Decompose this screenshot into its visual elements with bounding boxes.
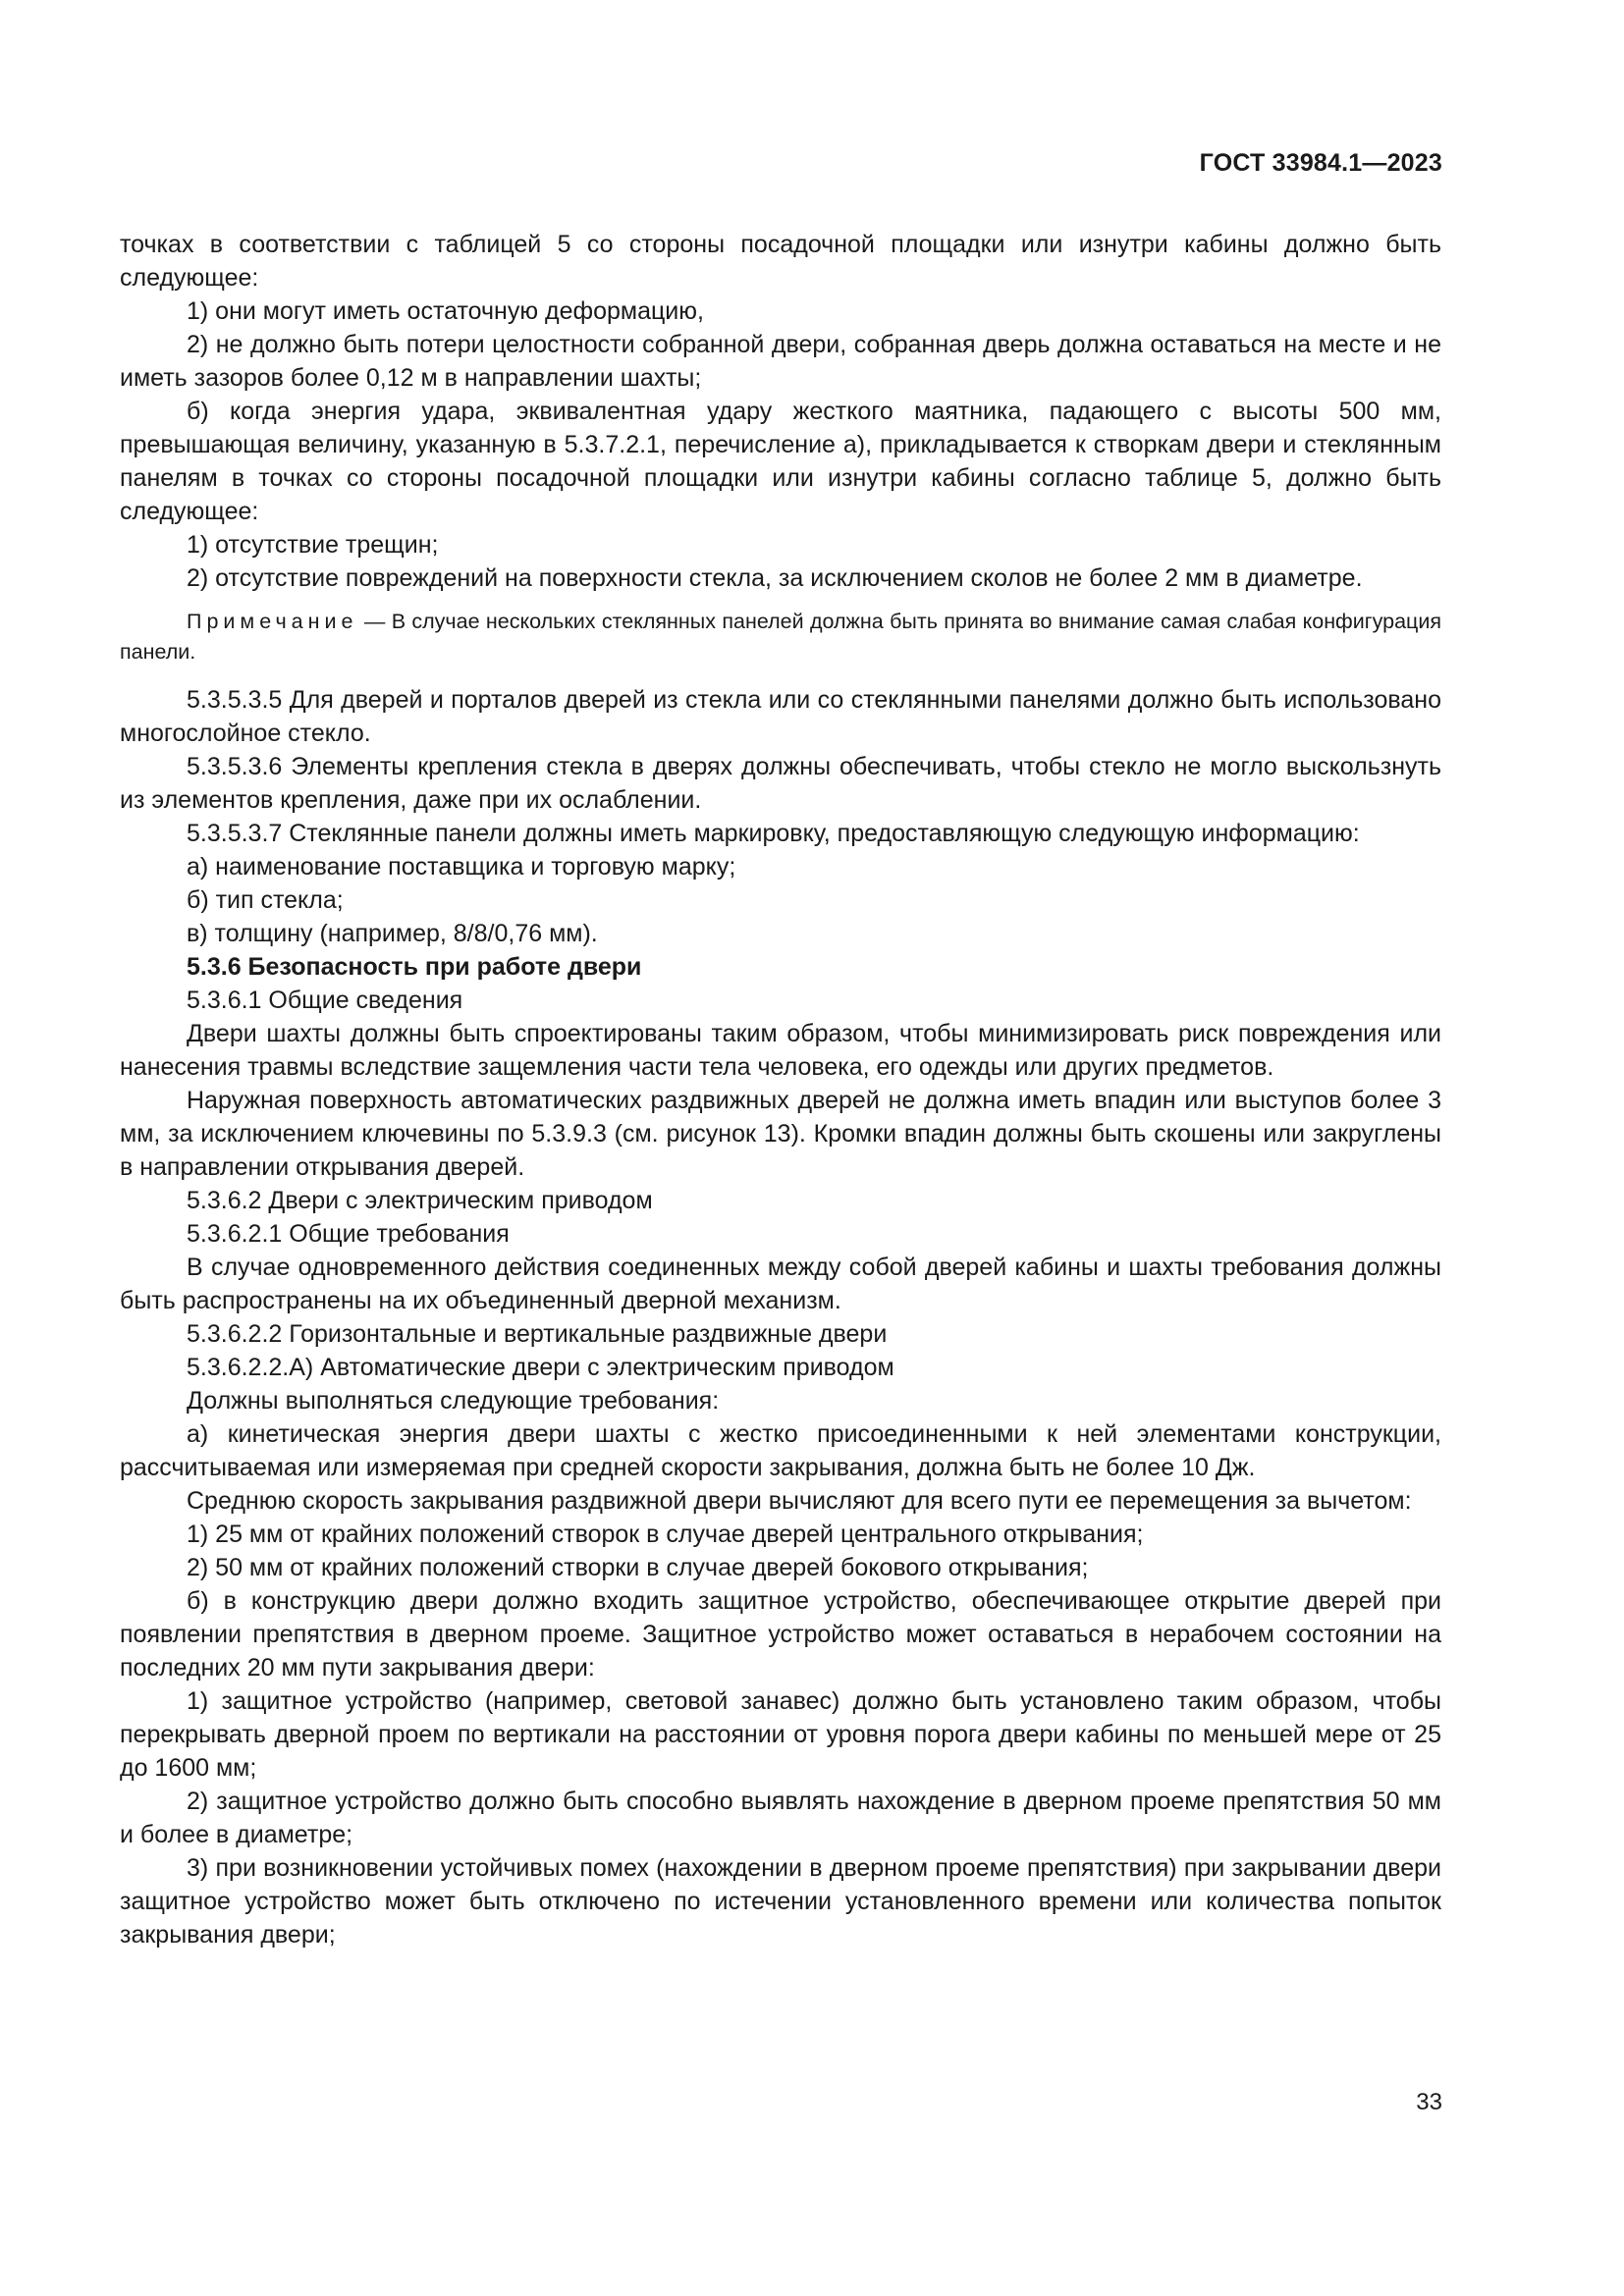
section-heading: 5.3.6 Безопасность при работе двери <box>187 953 642 981</box>
note-label: Примечание <box>187 610 358 633</box>
note-dash: — <box>357 610 392 633</box>
page-number: 33 <box>1416 2089 1442 2115</box>
note-text: В случае нескольких стеклянных панелей должна быть принята во внимание самая слабая конфигурация панели. <box>120 610 1441 664</box>
paragraph: В случае одновременного действия соединенных между собой дверей кабины и шахты требования должны быть распространены на их объединенный дверной механизм. <box>120 1254 1441 1314</box>
paragraph: точках в соответствии с таблицей 5 со стороны посадочной площадки или изнутри кабины должно быть следующее: <box>120 231 1441 292</box>
list-item: 1) 25 мм от крайних положений створок в случае дверей центрального открывания; <box>187 1521 1144 1548</box>
list-item: б) в конструкцию двери должно входить защитное устройство, обеспечивающее открытие дверей при появлении препятствия в дверном проеме. Защитное устройство может оставаться в нерабочем состоянии на последних 20 мм пути закрывания двери: <box>120 1587 1441 1682</box>
list-item: 2) 50 мм от крайних положений створки в случае дверей бокового открывания; <box>187 1554 1089 1581</box>
subsection-title: 5.3.6.2.2.А) Автоматические двери с электрическим приводом <box>187 1354 894 1381</box>
subsection-title: 5.3.6.1 Общие сведения <box>187 987 463 1014</box>
paragraph: Должны выполняться следующие требования: <box>187 1387 720 1415</box>
subsection-title: 5.3.6.2.2 Горизонтальные и вертикальные раздвижные двери <box>187 1320 888 1348</box>
list-item: 2) защитное устройство должно быть способно выявлять нахождение в дверном проеме препятствия 50 мм и более в диаметре; <box>120 1788 1441 1848</box>
list-item: 1) отсутствие трещин; <box>187 531 439 559</box>
subsection-title: 5.3.6.2 Двери с электрическим приводом <box>187 1187 653 1214</box>
list-item: 3) при возникновении устойчивых помех (нахождении в дверном проеме препятствия) при закрывании двери защитное устройство может быть отключено по истечении установленного времени или количества попыток закрывания двери; <box>120 1854 1441 1949</box>
paragraph: Двери шахты должны быть спроектированы таким образом, чтобы минимизировать риск повреждения или нанесения травмы вследствие защемления части тела человека, его одежды или других предметов. <box>120 1020 1441 1081</box>
clause-paragraph: 5.3.5.3.7 Стеклянные панели должны иметь маркировку, предоставляющую следующую информацию: <box>187 820 1360 847</box>
list-item: 1) они могут иметь остаточную деформацию, <box>187 297 704 325</box>
page-body <box>120 228 1441 1951</box>
paragraph: Среднюю скорость закрывания раздвижной двери вычисляют для всего пути ее перемещения за вычетом: <box>187 1487 1412 1515</box>
list-item: 1) защитное устройство (например, световой занавес) должно быть установлено таким образом, чтобы перекрывать дверной проем по вертикали на расстоянии от уровня порога двери кабины по меньшей мере от 25 до 1600 мм; <box>120 1687 1441 1782</box>
subsection-title: 5.3.6.2.1 Общие требования <box>187 1220 510 1248</box>
list-item: в) толщину (например, 8/8/0,76 мм). <box>187 920 598 947</box>
paragraph: Наружная поверхность автоматических раздвижных дверей не должна иметь впадин или выступов более 3 мм, за исключением ключевины по 5.3.9.3 (см. рисунок 13). Кромки впадин должны быть скошены или закруглены в направлении открывания дверей. <box>120 1087 1441 1181</box>
list-item: а) наименование поставщика и торговую марку; <box>187 853 736 881</box>
list-item: 2) не должно быть потери целостности собранной двери, собранная дверь должна оставаться на месте и не иметь зазоров более 0,12 м в направлении шахты; <box>120 331 1441 392</box>
list-item: б) когда энергия удара, эквивалентная удару жесткого маятника, падающего с высоты 500 мм, превышающая величину, указанную в 5.3.7.2.1, перечисление а), прикладывается к створкам двери и стеклянным панелям в точках со стороны посадочной площадки или изнутри кабины согласно таблице 5, должно быть следующее: <box>120 398 1441 525</box>
note <box>120 607 1441 667</box>
list-item: а) кинетическая энергия двери шахты с жестко присоединенными к ней элементами конструкции, рассчитываемая или измеряемая при средней скорости закрывания, должна быть не более 10 Дж. <box>120 1420 1441 1481</box>
list-item: б) тип стекла; <box>187 886 344 914</box>
clause-paragraph: 5.3.5.3.5 Для дверей и порталов дверей из стекла или со стеклянными панелями должно быть использовано многослойное стекло. <box>120 686 1441 747</box>
list-item: 2) отсутствие повреждений на поверхности стекла, за исключением сколов не более 2 мм в диаметре. <box>187 564 1363 592</box>
document-header: ГОСТ 33984.1—2023 <box>1199 149 1442 177</box>
clause-paragraph: 5.3.5.3.6 Элементы крепления стекла в дверях должны обеспечивать, чтобы стекло не могло выскользнуть из элементов крепления, даже при их ослаблении. <box>120 753 1441 814</box>
